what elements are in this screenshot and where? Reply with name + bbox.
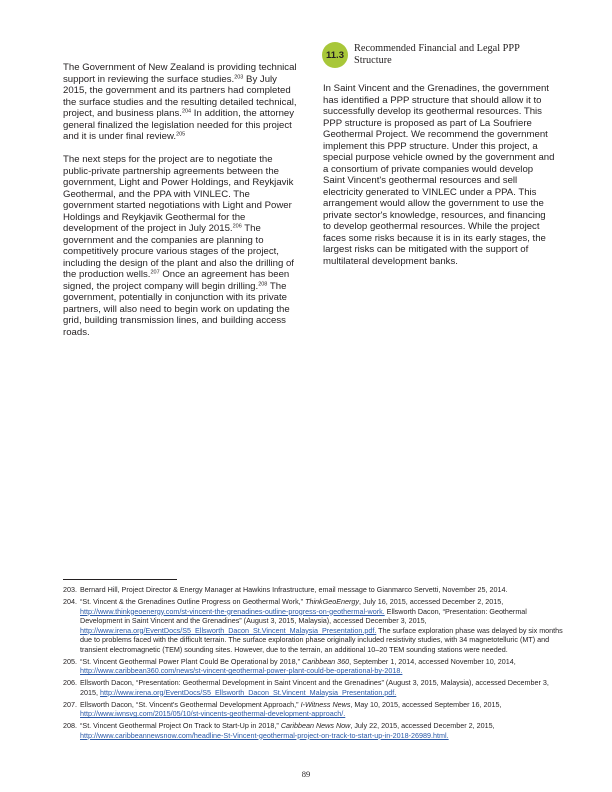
footnote-ref: 203 (234, 74, 244, 80)
text-run: , September 1, 2014, accessed November 10, 2014, (349, 656, 516, 666)
reference-link[interactable]: http://www.irena.org/EventDocs/S5_Ellsworth_Dacon_St.Vincent_Malaysia_Presentation.pdf. (99, 687, 397, 697)
text-run: The government, potentially in conjunction with its private partners, will also need to begin work on updating the grid, building transmission lines, and building access roads. (63, 280, 290, 338)
footnote-number: 203. (63, 585, 77, 594)
footnote-number: 205. (63, 656, 77, 666)
text-run: Ellsworth Dacon, “Presentation: Geothermal Development in Saint Vincent and the Grenadines” (August 3, 2015, Malaysia), accessed December 3, 2015, (80, 678, 549, 697)
section-number-badge: 11.3 (322, 42, 348, 68)
footnote-number: 207. (63, 699, 77, 709)
footnote-divider (63, 579, 177, 580)
text-run: By July 2015, the government and its partners had completed the surface studies and the resulting detailed technical, project, and business plans. (63, 73, 297, 119)
text-run: The government and the companies are planning to competitively procure various stages of the project, including the design of the plant and also the drilling of the production wells. (63, 223, 294, 280)
publication-title: ThinkGeoEnergy (305, 597, 359, 606)
footnote-ref: 207 (150, 269, 160, 276)
text-run: “St. Vincent Geothermal Project On Track to Start-Up in 2018,” (80, 721, 281, 730)
text-run: The surface exploration phase was delayed by six months due to problems faced with the difficult terrain. The surface exploration phase originally included resistivity studies, with 34 magnetotelluric (MT) and transient electromagnetic (TEM) sounding sites. However, due to the terrain, an additional 10–20 TEM sounding stations were needed. (80, 625, 563, 654)
text-run: The Government of New Zealand is providing technical support in reviewing the surface studies. (63, 62, 297, 85)
text-run: , May 10, 2015, accessed September 16, 2015, (350, 699, 502, 709)
section-title: Recommended Financial and Legal PPP Structure (354, 43, 520, 66)
text-run: “St. Vincent Geothermal Power Plant Could Be Operational by 2018,” (80, 656, 303, 666)
publication-title: Caribbean News Now (280, 721, 351, 730)
section-body-paragraph: In Saint Vincent and the Grenadines, the government has identified a PPP structure that should allow it to successfully develop its geothermal resources. This PPP structure is proposed as part of La Soufriere Geothermal Project. We recommend the government implement this PPP structure. Under this project, a special purpose vehicle owned by the government and a consortium of private companies would develop Saint Vincent's geothermal resources and sell electricity generated to VINLEC under a PPA. This arrangement would allow the government to use the private sector's knowledge, resources, and financing to develop geothermal resources. While the project faces some risks because it is in its early stages, the largest risks can be mitigated with the support of multilateral development banks. (323, 83, 555, 267)
page-number: 89 (301, 769, 311, 779)
section-header (322, 42, 562, 70)
footnotes (63, 585, 563, 743)
right-column (323, 83, 555, 267)
footnote-ref: 208 (258, 281, 268, 287)
footnote (63, 678, 563, 697)
text-run: In addition, the attorney general finalized the legislation needed for this project and it is under final review. (63, 108, 295, 142)
reference-link[interactable]: http://www.caribbeannewsnow.com/headline-St-Vincent-geothermal-project-on-track-to-start-up-in-2018-26989.html. (80, 730, 449, 740)
footnote-ref: 206 (232, 223, 242, 230)
reference-link[interactable]: http://www.caribbean360.com/news/st-vincent-geothermal-power-plant-could-be-operational-by-2018. (80, 666, 403, 675)
reference-link[interactable]: http://www.thinkgeoenergy.com/st-vincent-the-grenadines-outline-progress-on-geothermal-work. (80, 606, 385, 616)
text-run: , July 22, 2015, accessed December 2, 2015, (350, 721, 495, 730)
body-paragraph (63, 62, 301, 143)
text-run: , July 16, 2015, accessed December 2, 2015, (359, 597, 504, 606)
footnote-number: 204. (63, 597, 77, 606)
text-run: Ellsworth Dacon, “Presentation: Geothermal Development in Saint Vincent and the Grenadines” (August 3, 2015, Malaysia), accessed December 3, 2015, (80, 606, 527, 625)
text-run: The next steps for the project are to negotiate the public-private partnership agreements between the government, Light and Power Holdings, and Reykjavik Geothermal, and the PPA with VINLEC. The government started negotiations with Light and Power Holdings and Reykjavik Geothermal for the development of the project in July 2015. (63, 154, 294, 234)
text-run: “St. Vincent & the Grenadines Outline Progress on Geothermal Work,” (80, 597, 306, 606)
footnote (63, 657, 563, 676)
footnote-number: 206. (63, 678, 77, 687)
body-paragraph (63, 154, 301, 338)
footnote-ref: 205 (176, 131, 186, 138)
left-column (63, 62, 301, 338)
footnote (63, 585, 563, 595)
publication-title: I-Witness News (300, 699, 351, 709)
text-run: Bernard Hill, Project Director & Energy Manager at Hawkins Infrastructure, email message to Gianmarco Servetti, November 25, 2014. (80, 585, 508, 594)
reference-link[interactable]: http://www.irena.org/EventDocs/S5_Ellsworth_Dacon_St.Vincent_Malaysia_Presentation.pdf. (80, 625, 377, 635)
text-run: Ellsworth Dacon, “St. Vincent's Geothermal Development Approach,” (80, 699, 301, 709)
footnote-ref: 204 (181, 108, 192, 115)
footnote (63, 597, 563, 654)
footnote-number: 208. (63, 721, 77, 730)
reference-link[interactable]: http://www.iwnsvg.com/2015/05/10/st-vincents-geothermal-development-approach/. (80, 709, 346, 718)
text-run: Once an agreement has been signed, the project company will begin drilling. (63, 269, 290, 292)
publication-title: Caribbean 360 (302, 656, 350, 666)
footnote (63, 721, 563, 740)
footnote (63, 700, 563, 719)
